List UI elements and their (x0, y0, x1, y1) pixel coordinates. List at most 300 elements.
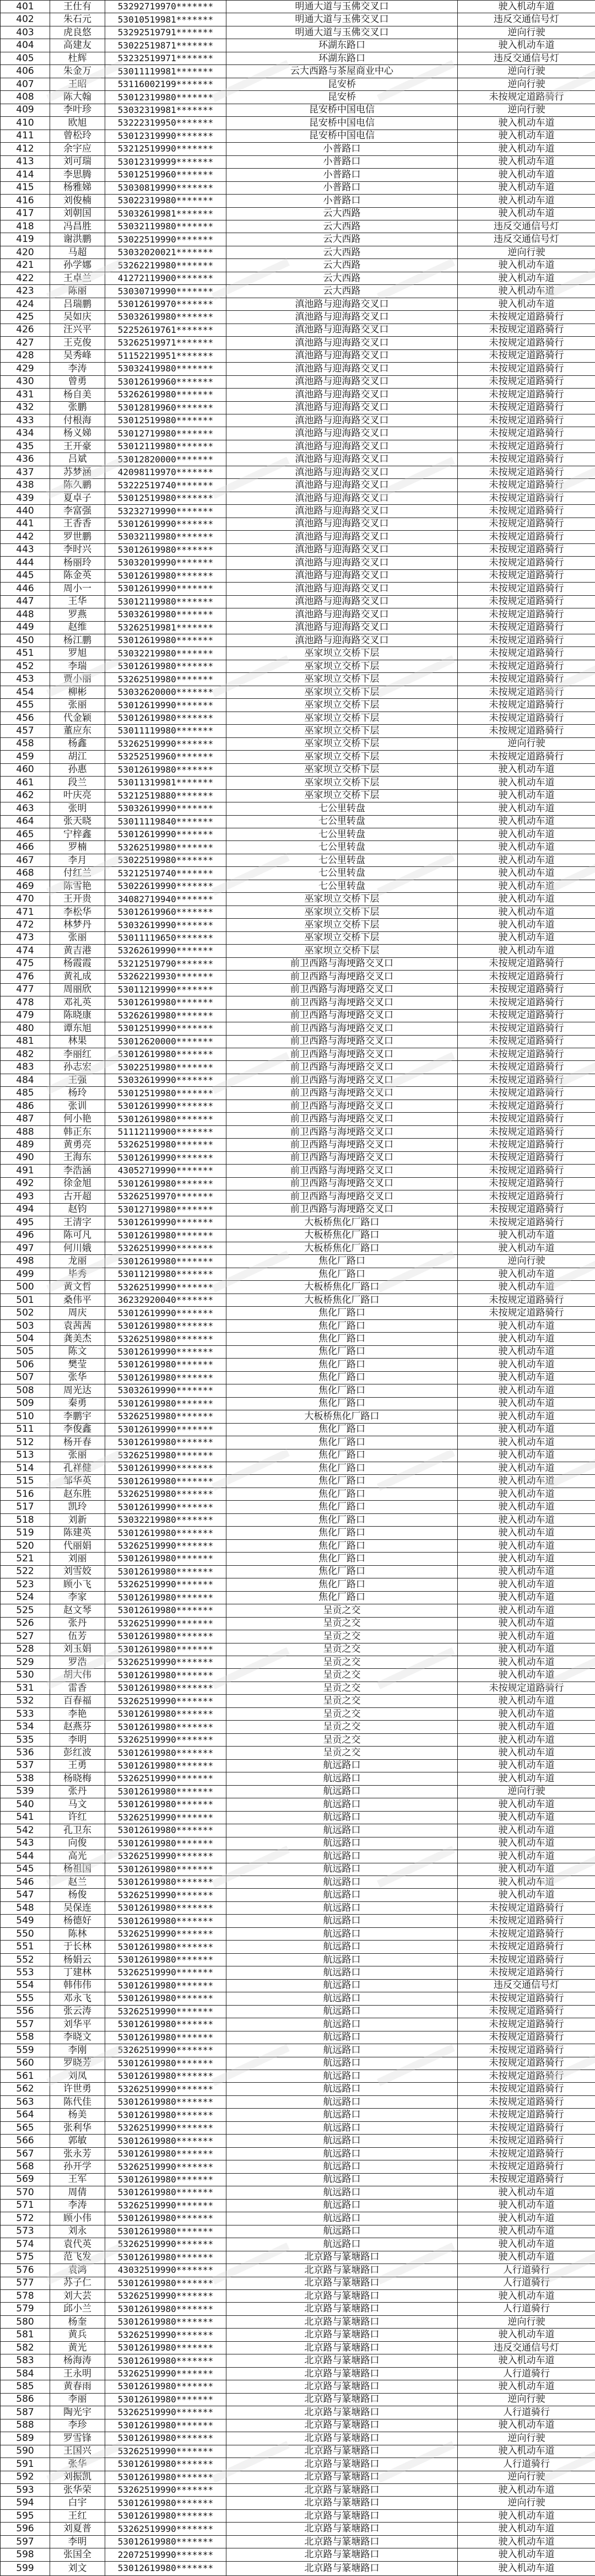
row-number: 577 (1, 2277, 50, 2289)
violation-type: 未按规定道路骑行 (458, 1177, 595, 1190)
table-row (1, 2251, 595, 2264)
table-row (1, 1811, 595, 1824)
table-row (1, 453, 595, 466)
id-number: 53012519960******* (105, 169, 226, 181)
violation-location: 北京路与篆塘路口 (226, 2509, 458, 2522)
violation-location: 巫家坝立交桥下层 (226, 673, 458, 686)
row-number: 593 (1, 2484, 50, 2497)
table-row (1, 1345, 595, 1358)
row-number: 532 (1, 1695, 50, 1707)
id-number: 53012619980******* (105, 2147, 226, 2160)
violation-location: 七公里转盘 (226, 867, 458, 880)
table-row (1, 763, 595, 776)
id-number: 53012619980******* (105, 2173, 226, 2186)
violation-type: 逆向行驶 (458, 737, 595, 750)
id-number: 53262519990******* (105, 1811, 226, 1824)
violation-location: 北京路与篆塘路口 (226, 2458, 458, 2471)
offender-name: 杨义娣 (50, 427, 105, 440)
violation-type: 未按规定道路骑行 (458, 957, 595, 970)
offender-name: 韩正东 (50, 1125, 105, 1138)
table-row (1, 1333, 595, 1345)
offender-name: 李明 (50, 2535, 105, 2548)
violation-location: 七公里转盘 (226, 880, 458, 892)
offender-name: 赵兰 (50, 1876, 105, 1888)
violation-type: 未按规定道路骑行 (458, 1035, 595, 1048)
offender-name: 邓永飞 (50, 1992, 105, 2005)
id-number: 53012619990******* (105, 1216, 226, 1229)
row-number: 594 (1, 2497, 50, 2509)
offender-name: 刘朝国 (50, 207, 105, 220)
table-row (1, 660, 595, 672)
row-number: 537 (1, 1759, 50, 1772)
row-number: 457 (1, 725, 50, 737)
offender-name: 孔祥健 (50, 1462, 105, 1474)
violation-location: 巫家坝立交桥下层 (226, 893, 458, 906)
violation-location: 前卫西路与海埂路交叉口 (226, 996, 458, 1009)
violation-type: 未按规定道路骑行 (458, 2018, 595, 2031)
violation-type: 未按规定道路骑行 (458, 2005, 595, 2018)
offender-name: 李叶珍 (50, 104, 105, 116)
violation-location: 前卫西路与海埂路交叉口 (226, 1165, 458, 1177)
row-number: 493 (1, 1190, 50, 1203)
violation-location: 滇池路与迎海路交叉口 (226, 543, 458, 556)
violation-type: 未按规定道路骑行 (458, 1915, 595, 1927)
id-number: 53262519981******* (105, 621, 226, 634)
table-row (1, 737, 595, 750)
row-number: 595 (1, 2509, 50, 2522)
offender-name: 龙丽 (50, 1255, 105, 1268)
table-row (1, 1229, 595, 1242)
table-row (1, 1707, 595, 1720)
violation-type: 未按规定道路骑行 (458, 660, 595, 672)
id-number: 53012519980******* (105, 1087, 226, 1100)
table-row (1, 1617, 595, 1630)
row-number: 570 (1, 2186, 50, 2199)
id-number: 53012619980******* (105, 763, 226, 776)
violation-type: 未按规定道路骑行 (458, 1151, 595, 1164)
violation-location: 航远路口 (226, 1927, 458, 1940)
table-row (1, 2135, 595, 2147)
violation-location: 云大西路 (226, 207, 458, 220)
violation-location: 焦化厂路口 (226, 1475, 458, 1488)
table-row (1, 1, 595, 13)
violation-location: 焦化厂路口 (226, 1345, 458, 1358)
violation-location: 云大西路 (226, 272, 458, 284)
offender-name: 吕瑞鹏 (50, 298, 105, 310)
table-row (1, 1889, 595, 1901)
violation-type: 未按规定道路骑行 (458, 2095, 595, 2108)
id-number: 53011119840******* (105, 815, 226, 828)
violation-location: 前卫西路与海埂路交叉口 (226, 1074, 458, 1086)
violation-type: 未按规定道路骑行 (458, 2147, 595, 2160)
violation-type: 未按规定道路骑行 (458, 2083, 595, 2095)
id-number: 53012619980******* (105, 634, 226, 646)
table-row (1, 2303, 595, 2315)
row-number: 423 (1, 285, 50, 298)
violation-type: 逆向行驶 (458, 2315, 595, 2328)
offender-name: 张丽 (50, 699, 105, 712)
violation-type: 未按规定道路骑行 (458, 505, 595, 518)
row-number: 545 (1, 1863, 50, 1876)
id-number: 53012619980******* (105, 2095, 226, 2108)
violation-type: 未按规定道路骑行 (458, 1087, 595, 1100)
row-number: 420 (1, 246, 50, 258)
id-number: 53012619980******* (105, 2561, 226, 2575)
table-row (1, 52, 595, 64)
offender-name: 罗雪锋 (50, 2432, 105, 2445)
violation-location: 滇池路与迎海路交叉口 (226, 621, 458, 634)
row-number: 527 (1, 1630, 50, 1643)
offender-name: 顾小飞 (50, 1578, 105, 1591)
violation-type: 未按规定道路骑行 (458, 91, 595, 104)
violation-type: 未按规定道路骑行 (458, 427, 595, 440)
id-number: 53030719990******* (105, 285, 226, 298)
violation-location: 北京路与篆塘路口 (226, 2380, 458, 2393)
row-number: 539 (1, 1785, 50, 1798)
table-row (1, 2238, 595, 2251)
row-number: 519 (1, 1527, 50, 1539)
violation-location: 大板桥焦化厂路口 (226, 1294, 458, 1306)
violation-location: 北京路与篆塘路口 (226, 2393, 458, 2406)
violation-location: 大板桥焦化厂路口 (226, 1242, 458, 1255)
offender-name: 何川娥 (50, 1242, 105, 1255)
violation-type: 驶入机动车道 (458, 893, 595, 906)
id-number: 53032619990******* (105, 1074, 226, 1086)
violation-type: 未按规定道路骑行 (458, 2121, 595, 2134)
violation-type: 驶入机动车道 (458, 1617, 595, 1630)
id-number: 53222519740******* (105, 479, 226, 492)
table-row (1, 130, 595, 142)
offender-name: 吴秀峰 (50, 349, 105, 362)
id-number: 53012819960******* (105, 401, 226, 414)
row-number: 454 (1, 686, 50, 698)
row-number: 592 (1, 2471, 50, 2483)
table-row (1, 1022, 595, 1035)
violation-location: 前卫西路与海埂路交叉口 (226, 971, 458, 983)
id-number: 53012620000******* (105, 1035, 226, 1048)
id-number: 53032619990******* (105, 802, 226, 815)
row-number: 432 (1, 401, 50, 414)
offender-name: 刘振凯 (50, 2471, 105, 2483)
table-row (1, 13, 595, 26)
violation-location: 北京路与篆塘路口 (226, 2277, 458, 2289)
id-number: 53262519990******* (105, 2523, 226, 2535)
id-number: 43052719990******* (105, 1165, 226, 1177)
offender-name: 李瑞 (50, 660, 105, 672)
offender-name: 杜辉 (50, 52, 105, 64)
offender-name: 百春福 (50, 1695, 105, 1707)
row-number: 543 (1, 1837, 50, 1850)
offender-name: 马文 (50, 1798, 105, 1811)
violation-location: 滇池路与迎海路交叉口 (226, 375, 458, 388)
offender-name: 王仕有 (50, 1, 105, 13)
offender-name: 徐金旭 (50, 1177, 105, 1190)
violation-type: 未按规定道路骑行 (458, 518, 595, 530)
offender-name: 夏卓子 (50, 492, 105, 504)
violation-location: 滇池路与迎海路交叉口 (226, 569, 458, 582)
id-number: 53012119980******* (105, 595, 226, 608)
id-number: 53012619980******* (105, 2186, 226, 2199)
violation-location: 呈贡之交 (226, 1630, 458, 1643)
id-number: 53012619980******* (105, 1669, 226, 1682)
row-number: 569 (1, 2173, 50, 2186)
table-row (1, 1785, 595, 1798)
violation-location: 前卫西路与海埂路交叉口 (226, 1009, 458, 1022)
table-row (1, 2432, 595, 2445)
offender-name: 黄文哲 (50, 1281, 105, 1294)
offender-name: 李明 (50, 1733, 105, 1746)
offender-name: 王香香 (50, 518, 105, 530)
violation-type: 驶入机动车道 (458, 1501, 595, 1513)
offender-name: 刘文 (50, 2561, 105, 2575)
row-number: 521 (1, 1553, 50, 1565)
id-number: 53116002199******* (105, 78, 226, 90)
violation-type: 未按规定道路骑行 (458, 1294, 595, 1306)
offender-name: 李艳 (50, 1707, 105, 1720)
violation-location: 航远路口 (226, 1785, 458, 1798)
table-row (1, 2277, 595, 2289)
violation-location: 滇池路与迎海路交叉口 (226, 583, 458, 595)
offender-name: 朱金万 (50, 65, 105, 78)
violation-type: 驶入机动车道 (458, 1513, 595, 1526)
row-number: 550 (1, 1927, 50, 1940)
offender-name: 毕秀 (50, 1268, 105, 1280)
offender-name: 张利华 (50, 2121, 105, 2134)
row-number: 496 (1, 1229, 50, 1242)
id-number: 53262619980******* (105, 1009, 226, 1022)
row-number: 480 (1, 1022, 50, 1035)
violation-location: 昆安桥中国电信 (226, 130, 458, 142)
violation-type: 未按规定道路骑行 (458, 2044, 595, 2057)
violation-type: 未按规定道路骑行 (458, 971, 595, 983)
id-number: 53022319980******* (105, 195, 226, 207)
violation-type: 驶入机动车道 (458, 1319, 595, 1332)
violation-location: 焦化厂路口 (226, 1462, 458, 1474)
violation-type: 未按规定道路骑行 (458, 401, 595, 414)
table-row (1, 440, 595, 452)
violation-type: 未按规定道路骑行 (458, 557, 595, 569)
id-number: 53262519990******* (105, 1733, 226, 1746)
offender-name: 陈大翰 (50, 91, 105, 104)
violation-location: 航远路口 (226, 2173, 458, 2186)
violation-location: 大板桥焦化厂路口 (226, 1216, 458, 1229)
violation-location: 滇池路与迎海路交叉口 (226, 324, 458, 336)
offender-name: 李家 (50, 1591, 105, 1604)
table-row (1, 1591, 595, 1604)
violation-type: 驶入机动车道 (458, 815, 595, 828)
violation-location: 航远路口 (226, 2212, 458, 2225)
violation-type: 驶入机动车道 (458, 1759, 595, 1772)
row-number: 515 (1, 1475, 50, 1488)
offender-name: 罗世鹏 (50, 531, 105, 543)
id-number: 53012619980******* (105, 1747, 226, 1759)
violation-type: 驶入机动车道 (458, 2509, 595, 2522)
violation-location: 北京路与篆塘路口 (226, 2251, 458, 2264)
table-row (1, 1281, 595, 1294)
table-row (1, 91, 595, 104)
id-number: 53262519980******* (105, 1449, 226, 1462)
violation-type: 驶入机动车道 (458, 1423, 595, 1436)
id-number: 53262619980******* (105, 389, 226, 401)
violation-location: 航远路口 (226, 1941, 458, 1953)
violation-location: 小普路口 (226, 169, 458, 181)
offender-name: 叶庆亮 (50, 789, 105, 802)
table-row (1, 880, 595, 892)
violation-location: 滇池路与迎海路交叉口 (226, 466, 458, 478)
row-number: 449 (1, 621, 50, 634)
id-number: 53262519990******* (105, 1695, 226, 1707)
violation-type: 未按规定道路骑行 (458, 543, 595, 556)
table-row (1, 1553, 595, 1565)
table-row (1, 1203, 595, 1216)
offender-name: 张鹏 (50, 401, 105, 414)
table-row (1, 2406, 595, 2419)
violation-location: 昆安桥 (226, 78, 458, 90)
offender-name: 李刚 (50, 2044, 105, 2057)
offender-name: 王清字 (50, 1216, 105, 1229)
table-row (1, 1151, 595, 1164)
table-row (1, 957, 595, 970)
offender-name: 张丹 (50, 1785, 105, 1798)
offender-name: 王开贵 (50, 893, 105, 906)
violation-type: 驶入机动车道 (458, 1721, 595, 1733)
row-number: 406 (1, 65, 50, 78)
violation-location: 焦化厂路口 (226, 1501, 458, 1513)
row-number: 530 (1, 1669, 50, 1682)
violation-type: 驶入机动车道 (458, 1850, 595, 1863)
violation-type: 逆向行驶 (458, 246, 595, 258)
table-row (1, 2561, 595, 2575)
row-number: 481 (1, 1035, 50, 1048)
table-row (1, 389, 595, 401)
violation-type: 驶入机动车道 (458, 39, 595, 52)
violation-type: 驶入机动车道 (458, 2445, 595, 2458)
violation-location: 焦化厂路口 (226, 1527, 458, 1539)
id-number: 53012619980******* (105, 2497, 226, 2509)
offender-name: 韩伟伟 (50, 1979, 105, 1992)
offender-name: 吕斌 (50, 453, 105, 466)
table-row (1, 272, 595, 284)
id-number: 41272119900******* (105, 272, 226, 284)
row-number: 567 (1, 2147, 50, 2160)
violation-records-body (1, 1, 595, 2576)
violation-type: 驶入机动车道 (458, 1798, 595, 1811)
violation-type: 驶入机动车道 (458, 1707, 595, 1720)
row-number: 520 (1, 1539, 50, 1552)
violation-location: 北京路与篆塘路口 (226, 2329, 458, 2341)
offender-name: 丁建林 (50, 1966, 105, 1979)
violation-type: 驶入机动车道 (458, 2535, 595, 2548)
row-number: 573 (1, 2225, 50, 2238)
id-number: 53012619980******* (105, 2018, 226, 2031)
row-number: 501 (1, 1294, 50, 1306)
violation-location: 七公里转盘 (226, 854, 458, 866)
violation-type: 未按规定道路骑行 (458, 1216, 595, 1229)
table-row (1, 1087, 595, 1100)
offender-name: 于长林 (50, 1941, 105, 1953)
violation-location: 航远路口 (226, 2135, 458, 2147)
table-row (1, 1863, 595, 1876)
violation-location: 航远路口 (226, 2109, 458, 2121)
id-number: 53012619980******* (105, 1798, 226, 1811)
table-row (1, 1177, 595, 1190)
violation-type: 驶入机动车道 (458, 1772, 595, 1785)
table-row (1, 2070, 595, 2083)
violation-location: 呈贡之交 (226, 1747, 458, 1759)
offender-name: 付红兰 (50, 867, 105, 880)
table-row (1, 1953, 595, 1966)
table-row (1, 1630, 595, 1643)
table-row (1, 531, 595, 543)
violation-type: 未按规定道路骑行 (458, 1139, 595, 1151)
row-number: 434 (1, 427, 50, 440)
violation-location: 焦化厂路口 (226, 1359, 458, 1371)
violation-type: 驶入机动车道 (458, 2251, 595, 2264)
row-number: 591 (1, 2458, 50, 2471)
row-number: 459 (1, 751, 50, 763)
id-number: 53012619980******* (105, 1759, 226, 1772)
id-number: 53262519990******* (105, 737, 226, 750)
violation-location: 呈贡之交 (226, 1682, 458, 1694)
id-number: 53012820000******* (105, 453, 226, 466)
row-number: 476 (1, 971, 50, 983)
violation-location: 前卫西路与海埂路交叉口 (226, 1035, 458, 1048)
violation-type: 未按规定道路骑行 (458, 1953, 595, 1966)
table-row (1, 2083, 595, 2095)
violation-location: 航远路口 (226, 1811, 458, 1824)
offender-name: 董应东 (50, 725, 105, 737)
row-number: 422 (1, 272, 50, 284)
offender-name: 杨霞霞 (50, 957, 105, 970)
offender-name: 罗晓芳 (50, 2057, 105, 2070)
violation-location: 航远路口 (226, 1979, 458, 1992)
violation-type: 驶入机动车道 (458, 854, 595, 866)
table-row (1, 1242, 595, 1255)
row-number: 584 (1, 2367, 50, 2380)
id-number: 53262519980******* (105, 1488, 226, 1500)
id-number: 53262519990******* (105, 2160, 226, 2173)
row-number: 455 (1, 699, 50, 712)
id-number: 53262519980******* (105, 1410, 226, 1423)
row-number: 597 (1, 2535, 50, 2548)
violation-type: 驶入机动车道 (458, 298, 595, 310)
table-row (1, 1798, 595, 1811)
violation-location: 前卫西路与海埂路交叉口 (226, 1048, 458, 1060)
violation-type: 驶入机动车道 (458, 2199, 595, 2212)
id-number: 53262519990******* (105, 1850, 226, 1863)
violation-location: 前卫西路与海埂路交叉口 (226, 1203, 458, 1216)
row-number: 506 (1, 1359, 50, 1371)
violation-type: 未按规定道路骑行 (458, 634, 595, 646)
row-number: 574 (1, 2238, 50, 2251)
violation-location: 航远路口 (226, 2225, 458, 2238)
violation-location: 北京路与篆塘路口 (226, 2548, 458, 2561)
offender-name: 张丽 (50, 931, 105, 944)
row-number: 491 (1, 1165, 50, 1177)
table-row (1, 298, 595, 310)
row-number: 512 (1, 1436, 50, 1449)
row-number: 544 (1, 1850, 50, 1863)
table-row (1, 1048, 595, 1060)
violation-type: 未按规定道路骑行 (458, 466, 595, 478)
row-number: 401 (1, 1, 50, 13)
violation-location: 巫家坝立交桥下层 (226, 789, 458, 802)
violation-location: 航远路口 (226, 2147, 458, 2160)
violation-type: 未按规定道路骑行 (458, 375, 595, 388)
row-number: 536 (1, 1747, 50, 1759)
id-number: 53012619980******* (105, 1707, 226, 1720)
violation-location: 云大西路 (226, 220, 458, 233)
